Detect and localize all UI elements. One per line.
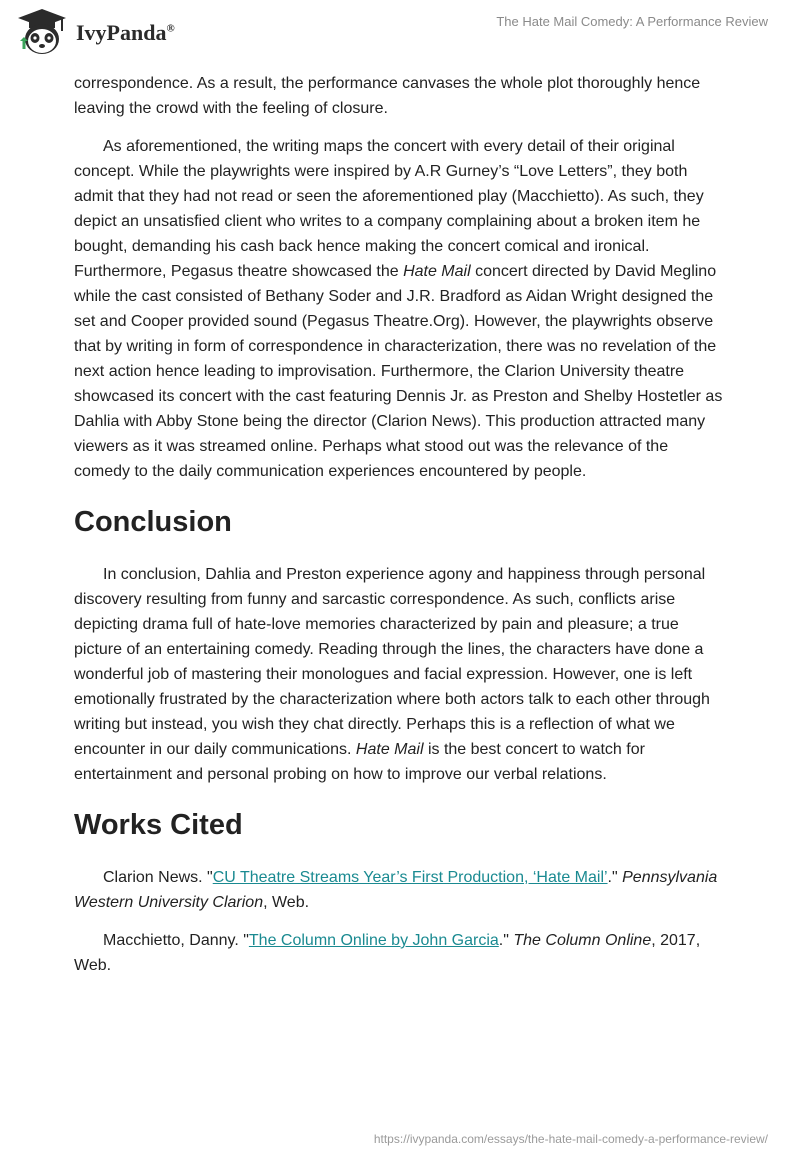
citation-link[interactable]: The Column Online by John Garcia — [248, 932, 499, 949]
conclusion-heading: Conclusion — [74, 506, 232, 538]
ivypanda-logo[interactable] — [14, 7, 184, 59]
citation-entry: Clarion News. "CU Theatre Streams Year’s First Production, ‘Hate Mail’." Pennsylvania Western University Clarion, Web. — [74, 869, 718, 911]
document-title: The Hate Mail Comedy: A Performance Review — [496, 14, 768, 29]
brand-name: IvyPanda® — [76, 20, 175, 45]
conclusion-paragraph: In conclusion, Dahlia and Preston experience agony and happiness through personal discovery resulting from funny and sarcastic correspondence. As such, conflicts arise depicting drama full of hate-love memories characterized by pain and pleasure; a true picture of an entertaining comedy. Reading through the lines, the characters have done a wonderful job of mastering their monologues and facial expression. However, one is left emotionally frustrated by the characterization where both actors talk to each other through writing but instead, you wish they chat directly. Perhaps this is a reflection of what we encounter in our daily communications. Hate Mail is the best concert to watch for entertainment and personal probing on how to improve our verbal relations. — [74, 566, 710, 783]
paragraph-continued: correspondence. As a result, the performance canvases the whole plot thoroughly hence leaving the crowd with the feeling of closure. — [74, 75, 701, 117]
source-url[interactable]: https://ivypanda.com/essays/the-hate-mail-comedy-a-performance-review/ — [373, 1132, 768, 1146]
panda-graduation-cap-icon — [14, 7, 70, 59]
citation-entry: Macchietto, Danny. "The Column Online by John Garcia." The Column Online, 2017, Web. — [74, 932, 701, 974]
paragraph-productions: As aforementioned, the writing maps the concert with every detail of their original concept. While the playwrights were inspired by A.R Gurney’s “Love Letters”, they both admit that they had not read or seen the aforementioned play (Macchietto). As such, they depict an unsatisfied client who writes to a company complaining about a broken item he bought, demanding his cash back hence making the concert comical and ironical. Furthermore, Pegasus theatre showcased the Hate Mail concert directed by David Meglino while the cast consisted of Bethany Soder and J.R. Bradford as Aidan Wright designed the set and Cooper provided sound (Pegasus Theatre.Org). However, the playwrights observe that by writing in form of correspondence in characterization, there was no revelation of the next action hence leading to improvisation. Furthermore, the Clarion University theatre showcased its concert with the cast featuring Dennis Jr. as Preston and Shelby Hostetler as Dahlia with Abby Stone being the director (Clarion News). This production attracted many viewers as it was streamed online. Perhaps what stood out was the relevance of the comedy to the daily communication experiences encountered by people. — [74, 138, 723, 480]
citation-link[interactable]: CU Theatre Streams Year’s First Production, ‘Hate Mail’ — [212, 869, 608, 886]
page-header — [0, 0, 800, 66]
essay-content — [74, 71, 728, 978]
works-cited-heading: Works Cited — [74, 809, 243, 841]
